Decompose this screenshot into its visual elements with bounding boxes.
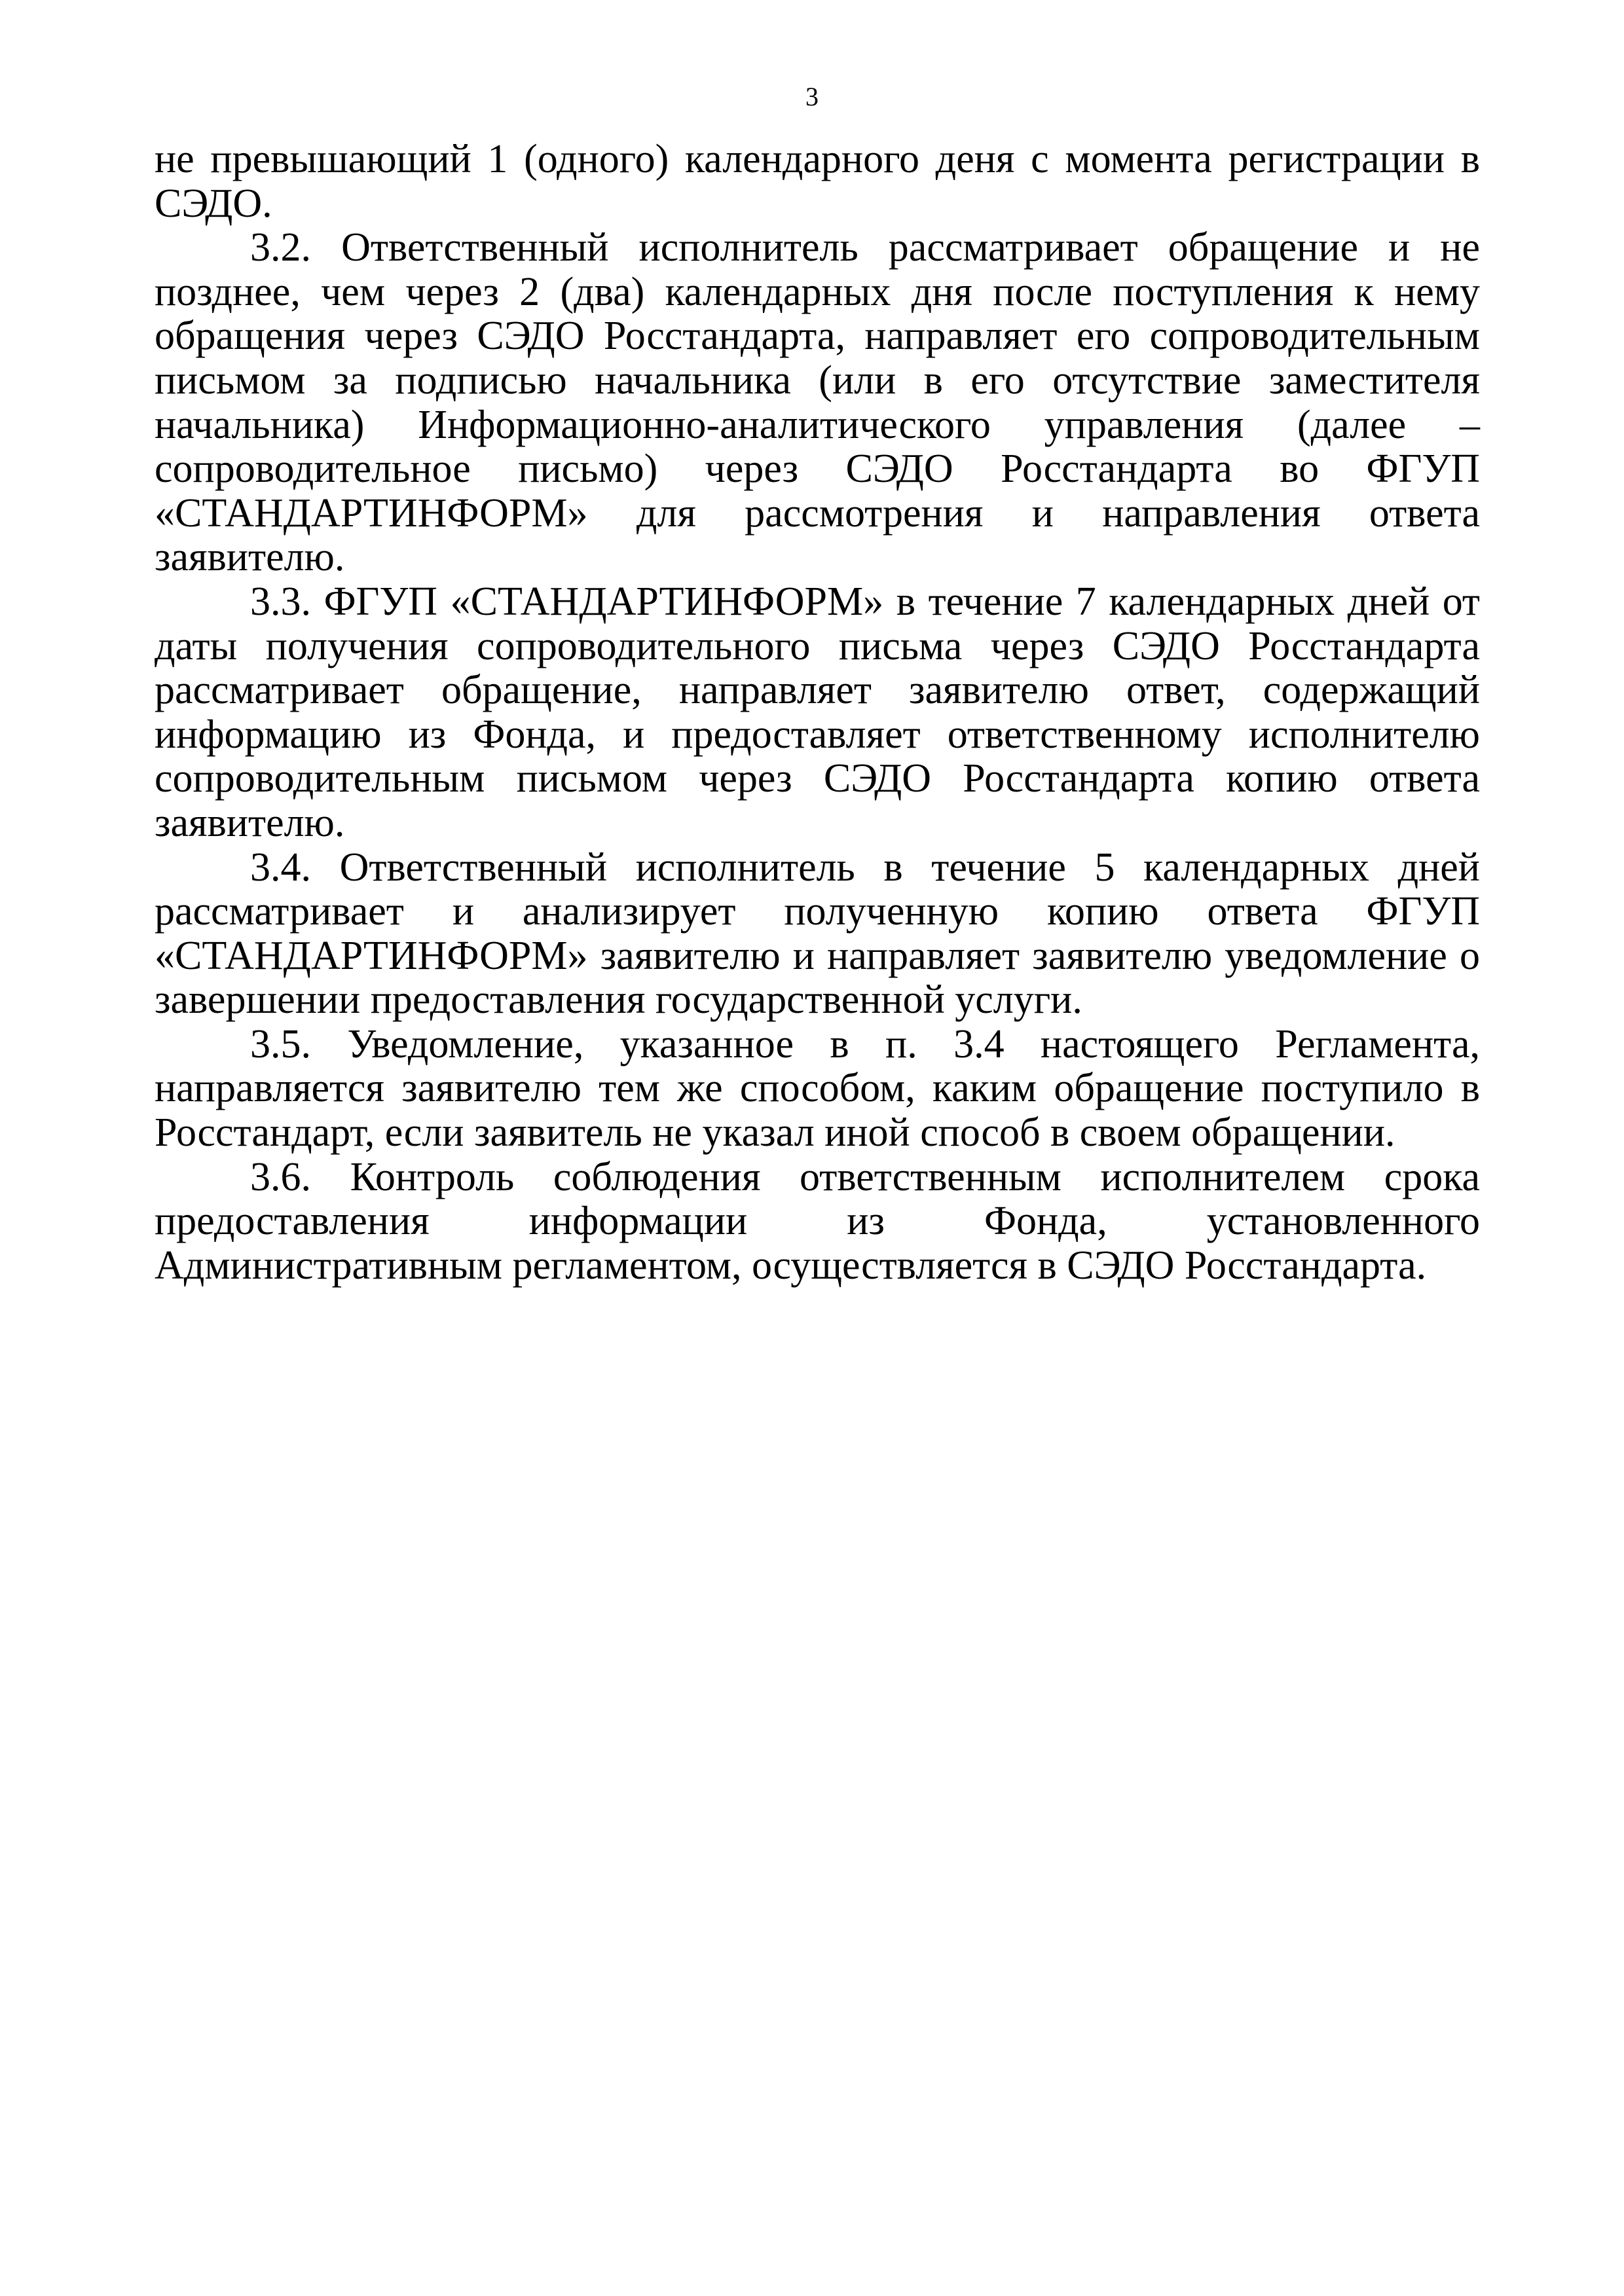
- paragraph-3-4: 3.4. Ответственный исполнитель в течение 5 календарных дней рассматривает и анализирует полученную копию ответа ФГУП «СТАНДАРТИНФОРМ» заявителю и направляет заявителю уведомление о завершении предоставления государственной услуги.: [155, 845, 1480, 1023]
- paragraph-3-5: 3.5. Уведомление, указанное в п. 3.4 настоящего Регламента, направляется заявителю тем же способом, каким обращение поступило в Росстандарт, если заявитель не указал иной способ в своем обращении.: [155, 1021, 1480, 1156]
- paragraph-3-3: 3.3. ФГУП «СТАНДАРТИНФОРМ» в течение 7 календарных дней от даты получения сопроводительного письма через СЭДО Росстандарта рассматривает обращение, направляет заявителю ответ, содержащий информацию из Фонда, и предоставляет ответственному исполнителю сопроводительным письмом через СЭДО Росстандарта копию ответа заявителю.: [155, 579, 1480, 845]
- paragraph-continuation: не превышающий 1 (одного) календарного деня с момента регистрации в СЭДО.: [155, 137, 1480, 226]
- page-number: 3: [805, 82, 819, 111]
- paragraph-3-6: 3.6. Контроль соблюдения ответственным исполнителем срока предоставления информации из Фонда, установленного Административным регламентом, осуществляется в СЭДО Росстандарта.: [155, 1154, 1480, 1288]
- document-body: [155, 137, 1480, 1288]
- paragraph-3-2: 3.2. Ответственный исполнитель рассматривает обращение и не позднее, чем через 2 (два) календарных дня после поступления к нему обращения через СЭДО Росстандарта, направляет его сопроводительным письмом за подписью начальника (или в его отсутствие заместителя начальника) Информационно-аналитического управления (далее – сопроводительное письмо) через СЭДО Росстандарта во ФГУП «СТАНДАРТИНФОРМ» для рассмотрения и направления ответа заявителю.: [155, 225, 1480, 580]
